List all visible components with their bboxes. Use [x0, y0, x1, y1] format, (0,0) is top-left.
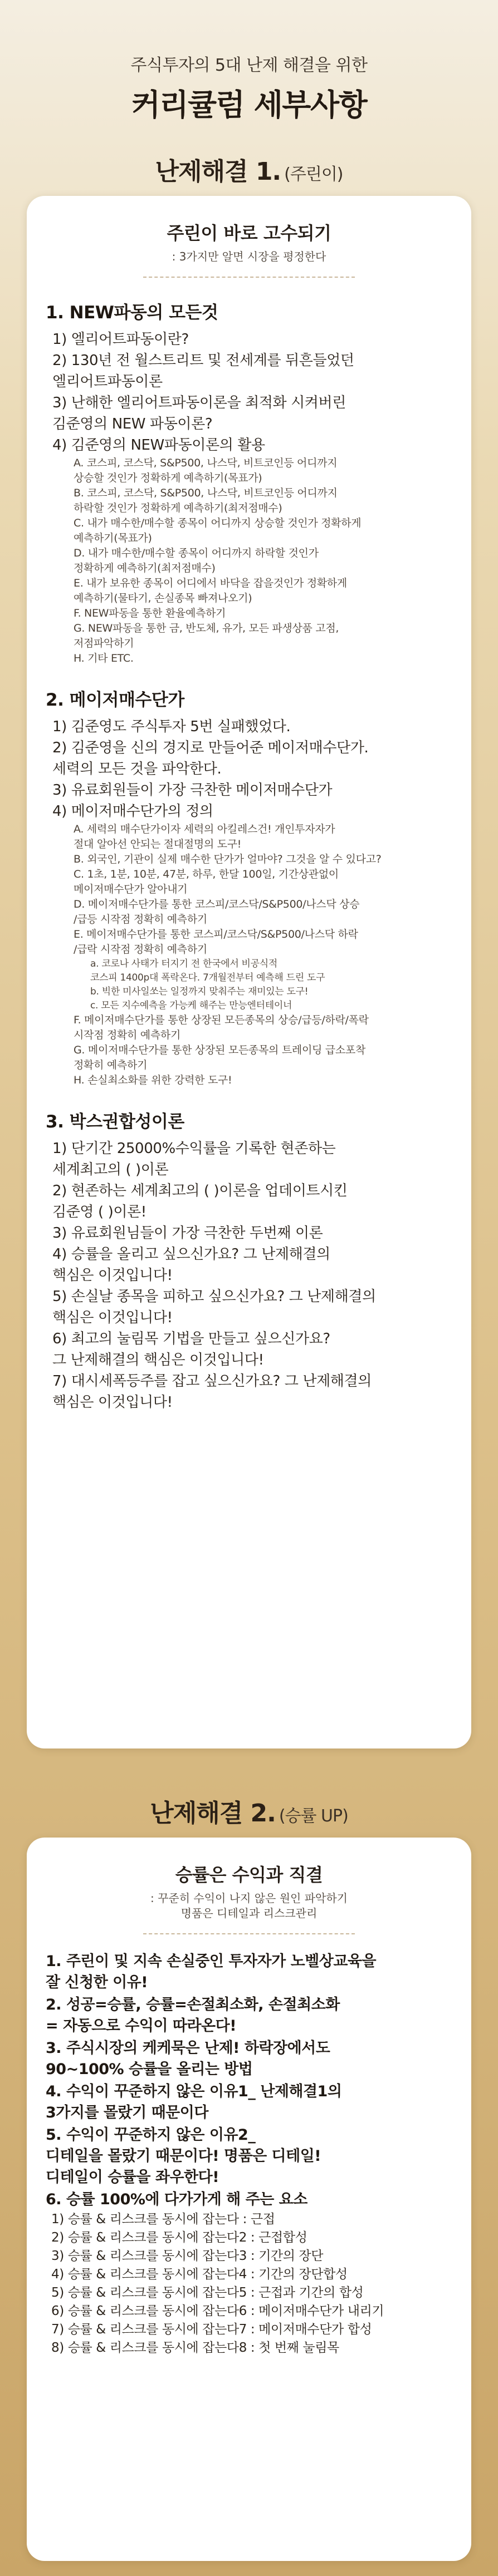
list-item: 3) 난해한 엘리어트파동이론을 최적화 시켜버린 김준영의 NEW 파동이론? [52, 395, 346, 432]
section-1-heading [0, 151, 498, 187]
sub-item: C. 1초, 1분, 10분, 47분, 하루, 한달 100일, 기간상관없이 메이저매수단가 알아내기 [74, 868, 339, 895]
topic-title: 3. 박스권합성이론 [46, 1112, 184, 1132]
sub-item: B. 외국인, 기관이 실제 매수한 단가가 얼마야? 그것을 알 수 있다고? [74, 853, 382, 865]
list-item: 6) 최고의 눌림목 기법을 만들고 싶으신가요? 그 난제해결의 핵심은 이것입니다! [52, 1331, 330, 1368]
list-item: 4) 승률을 올리고 싶으신가요? 그 난제해결의 핵심은 이것입니다! [52, 1246, 330, 1284]
sub-item: A. 세력의 매수단가이자 세력의 아킬레스건! 개인투자자가 절대 알아선 안되는 절대절명의 도구! [74, 823, 335, 850]
sub-item: G. NEW파동을 통한 금, 반도체, 유가, 모든 파생상품 고점, 저점파악하기 [74, 622, 339, 649]
topic-title: 5. 수익이 꾸준하지 않은 이유2_ 디테일을 몰랐기 때문이다! 명품은 디테일! 디테일이 승률을 좌우한다! [46, 2126, 321, 2186]
section-1-card [27, 196, 471, 1748]
section-1-divider [143, 277, 355, 278]
list-item: 3) 승률 & 리스크를 동시에 잡는다3 : 기간의 장단 [51, 2249, 324, 2263]
topic-title: 2. 메이저매수단가 [46, 690, 184, 710]
list-item: 2) 김준영을 신의 경지로 만들어준 메이저매수단가. 세력의 모든 것을 파악한다. [52, 740, 369, 777]
section-1-heading-tag: (주린이) [284, 165, 343, 184]
sub-sub-item: c. 모든 지수예측을 가능케 해주는 만능엔터테이너 [90, 1000, 292, 1011]
section-2-heading-tag: (승률 UP) [279, 1806, 348, 1826]
sub-item: A. 코스피, 코스닥, S&P500, 나스닥, 비트코인등 어디까지 상승할 것인가 정확하게 예측하기(목표가) [74, 457, 338, 484]
topic-major-price [46, 688, 452, 1088]
winrate-point-3 [46, 2038, 452, 2080]
sub-item: H. 손실최소화를 위한 강력한 도구! [74, 1074, 232, 1086]
winrate-point-5 [46, 2125, 452, 2188]
winrate-point-2 [46, 1994, 452, 2037]
sub-item: E. 메이저매수단가를 통한 코스피/코스닥/S&P500/나스닥 하락 /급락 시작점 정확히 예측하기 [74, 928, 358, 955]
winrate-point-6 [46, 2189, 452, 2357]
section-1-card-title: 주린이 바로 고수되기 [167, 223, 331, 244]
topic-title: 4. 수익이 꾸준하지 않은 이유1_ 난제해결1의 3가지를 몰랐기 때문이다 [46, 2083, 342, 2121]
sub-item: D. 메이저매수단가를 통한 코스피/코스닥/S&P500/나스닥 상승 /급등 시작점 정확히 예측하기 [74, 898, 360, 925]
sub-item: F. 메이저매수단가를 통한 상장된 모든종목의 상승/급등/하락/폭락 시작점 정확히 예측하기 [74, 1014, 369, 1041]
list-item: 7) 대시세폭등주를 잡고 싶으신가요? 그 난제해결의 핵심은 이것입니다! [52, 1373, 372, 1411]
list-item: 2) 현존하는 세계최고의 ( )이론을 업데이트시킨 김준영 ( )이론! [52, 1183, 348, 1220]
sub-item: E. 내가 보유한 종목이 어디에서 바닥을 잡을것인가 정확하게 예측하기(물타기, 손실종목 빠져나오기) [74, 577, 347, 604]
topic-new-wave [46, 301, 452, 666]
sub-item: G. 메이저매수단가를 통한 상장된 모든종목의 트레이딩 급소포착 정확히 예측하기 [74, 1044, 366, 1071]
list-item: 1) 엘리어트파동이란? [52, 331, 189, 348]
topic-title: 1. 주린이 및 지속 손실중인 투자자가 노벨상교육을 잘 신청한 이유! [46, 1953, 377, 1991]
list-item: 8) 승률 & 리스크를 동시에 잡는다8 : 첫 번째 눌림목 [51, 2341, 339, 2355]
section-1-heading-label: 난제해결 1. [155, 157, 281, 186]
section-2-card-title: 승률은 수익과 직결 [175, 1864, 323, 1885]
sub-item: H. 기타 ETC. [74, 652, 134, 664]
list-item: 1) 김준영도 주식투자 5번 실패했었다. [52, 718, 291, 735]
section-2-heading [0, 1793, 498, 1829]
list-item: 4) 승률 & 리스크를 동시에 잡는다4 : 기간의 장단합성 [51, 2267, 348, 2282]
list-item: 4) 김준영의 NEW파동이론의 활용 [52, 437, 265, 454]
list-item: 5) 승률 & 리스크를 동시에 잡는다5 : 근접과 기간의 합성 [51, 2286, 364, 2300]
sub-item: C. 내가 매수한/매수할 종목이 어디까지 상승할 것인가 정확하게 예측하기(목표가) [74, 517, 362, 544]
list-item: 4) 메이저매수단가의 정의 [52, 803, 213, 820]
section-2-card-subtitle: : 꾸준히 수익이 나지 않은 원인 파악하기 명품은 디테일과 리스크관리 [150, 1892, 348, 1920]
list-item: 2) 승률 & 리스크를 동시에 잡는다2 : 근접합성 [51, 2230, 307, 2245]
section-2-divider [143, 1933, 355, 1934]
sub-sub-item: b. 빅한 미사일쏘는 일정까지 맞춰주는 재미있는 도구! [90, 986, 309, 997]
hero-subtitle: 주식투자의 5대 난제 해결을 위한 [130, 56, 368, 75]
list-item: 2) 130년 전 월스트리트 및 전세계를 뒤흔들었던 엘리어트파동이론 [52, 352, 354, 390]
winrate-point-4 [46, 2081, 452, 2124]
sub-item: D. 내가 매수한/매수할 종목이 어디까지 하락할 것인가 정확하게 예측하기(최저점매수) [74, 547, 319, 574]
sub-item: B. 코스피, 코스닥, S&P500, 나스닥, 비트코인등 어디까지 하락할 것인가 정확하게 예측하기(최저점매수) [74, 487, 338, 514]
winrate-point-1 [46, 1951, 452, 1993]
section-1-card-subtitle: : 3가지만 알면 시장을 평정한다 [172, 250, 326, 263]
list-item: 7) 승률 & 리스크를 동시에 잡는다7 : 메이저매수단가 합성 [51, 2322, 372, 2337]
list-item: 6) 승률 & 리스크를 동시에 잡는다6 : 메이저매수단가 내리기 [51, 2304, 384, 2318]
list-item: 1) 단기간 25000%수익률을 기록한 현존하는 세계최고의 ( )이론 [52, 1140, 336, 1178]
topic-title: 1. NEW파동의 모든것 [46, 303, 218, 323]
hero [0, 51, 498, 124]
topic-title: 2. 성공=승률, 승률=손절최소화, 손절최소화 = 자동으로 수익이 따라온다! [46, 1996, 340, 2035]
topic-box-theory [46, 1110, 452, 1413]
sub-sub-item: a. 코로나 사태가 터지기 전 한국에서 비공식적 코스피 1400p대 폭락온다. 7개월전부터 예측해 드린 도구 [90, 958, 325, 983]
list-item: 5) 손실날 종목을 피하고 싶으신가요? 그 난제해결의 핵심은 이것입니다! [52, 1288, 376, 1326]
section-2-heading-label: 난제해결 2. [150, 1799, 276, 1828]
section-2-card [27, 1838, 471, 2561]
topic-title: 6. 승률 100%에 다가가게 해 주는 요소 [46, 2191, 307, 2208]
topic-title: 3. 주식시장의 케케묵은 난제! 하락장에서도 90~100% 승률을 올리는 방법 [46, 2040, 330, 2078]
list-item: 3) 유료회원님들이 가장 극찬한 두번째 이론 [52, 1225, 323, 1242]
hero-title: 커리큘럼 세부사항 [131, 87, 367, 122]
sub-item: F. NEW파동을 통한 환율예측하기 [74, 607, 226, 619]
list-item: 3) 유료회원들이 가장 극찬한 메이저매수단가 [52, 782, 333, 799]
list-item: 1) 승률 & 리스크를 동시에 잡는다 : 근접 [51, 2212, 275, 2227]
